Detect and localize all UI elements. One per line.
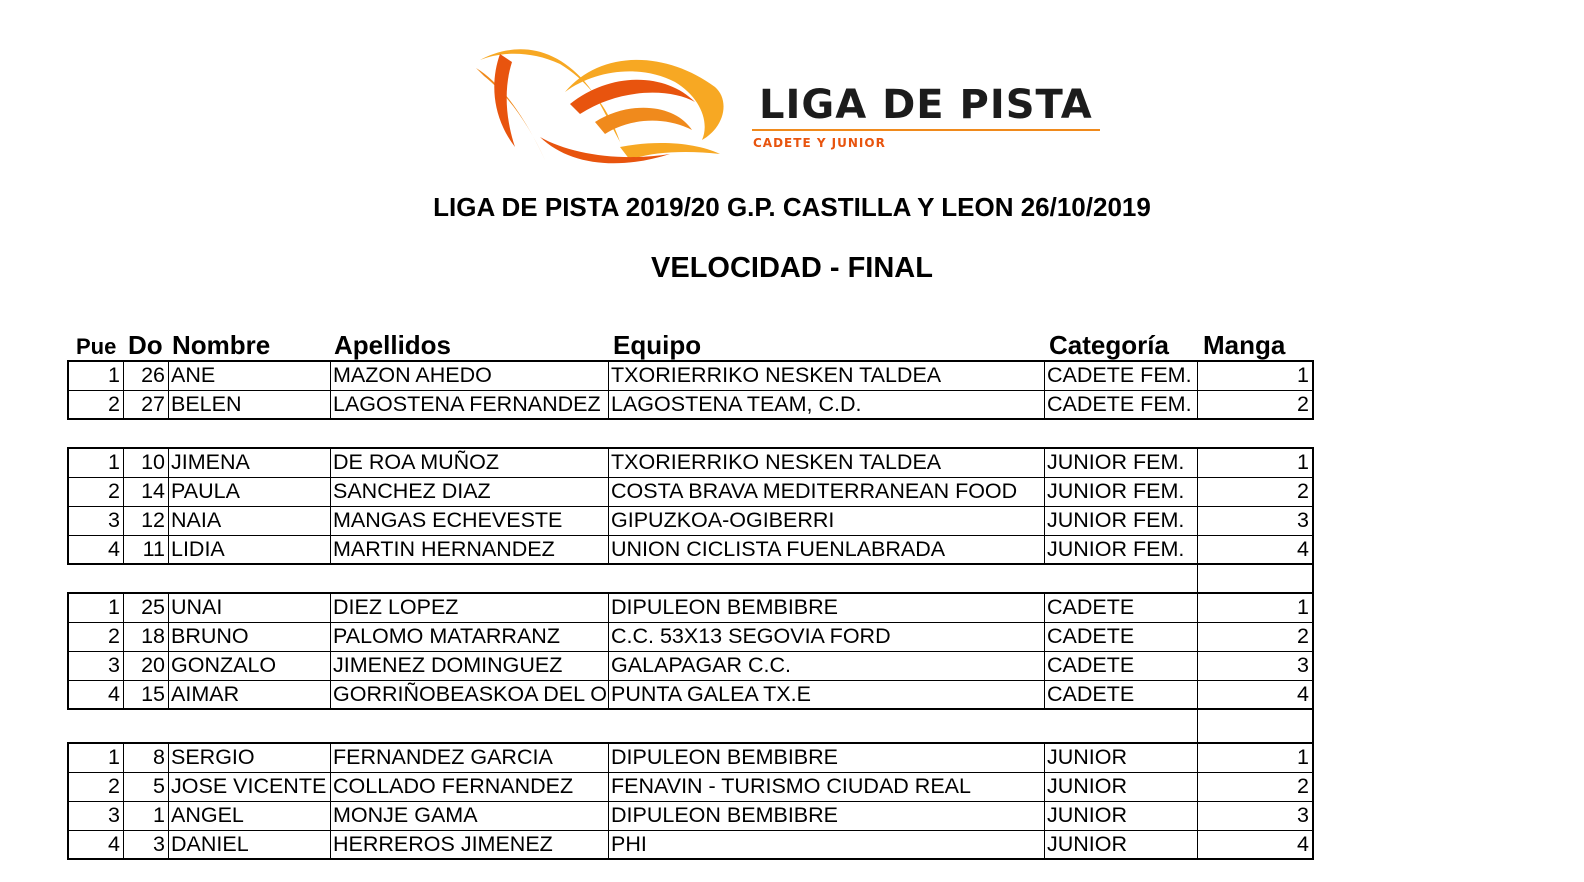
cell-apellidos: MONJE GAMA (330, 801, 608, 830)
cell-dorsal: 26 (123, 361, 168, 390)
cell-equipo: C.C. 53X13 SEGOVIA FORD (608, 622, 1044, 651)
column-header-manga: Manga (1203, 330, 1286, 360)
table-row (68, 622, 1314, 651)
cell-dorsal: 20 (123, 651, 168, 680)
cell-categoria: JUNIOR FEM. (1044, 477, 1197, 506)
cell-position: 3 (68, 801, 123, 830)
column-header-equipo: Equipo (613, 330, 702, 360)
cell-apellidos: PALOMO MATARRANZ (330, 622, 608, 651)
cell-equipo: LAGOSTENA TEAM, C.D. (608, 390, 1044, 419)
cell-categoria: JUNIOR (1044, 801, 1197, 830)
gap-cell (1197, 710, 1314, 742)
page-subtitle: VELOCIDAD - FINAL (651, 252, 933, 284)
cell-manga: 2 (1197, 477, 1314, 506)
cell-categoria: CADETE (1044, 593, 1197, 622)
cell-dorsal: 15 (123, 680, 168, 709)
cell-apellidos: MARTIN HERNANDEZ (330, 535, 608, 564)
cell-dorsal: 11 (123, 535, 168, 564)
table-row (68, 506, 1314, 535)
table-row (68, 448, 1314, 477)
cell-equipo: PHI (608, 830, 1044, 859)
cell-categoria: CADETE (1044, 622, 1197, 651)
cell-categoria: JUNIOR (1044, 743, 1197, 772)
cell-apellidos: JIMENEZ DOMINGUEZ (330, 651, 608, 680)
cell-equipo: PUNTA GALEA TX.E (608, 680, 1044, 709)
logo (470, 42, 1110, 172)
cell-manga: 1 (1197, 448, 1314, 477)
cell-manga: 2 (1197, 390, 1314, 419)
cell-equipo: DIPULEON BEMBIBRE (608, 801, 1044, 830)
cell-categoria: CADETE (1044, 651, 1197, 680)
cell-manga: 2 (1197, 622, 1314, 651)
cell-apellidos: LAGOSTENA FERNANDEZ (330, 390, 608, 419)
cell-apellidos: DIEZ LOPEZ (330, 593, 608, 622)
cell-categoria: JUNIOR FEM. (1044, 448, 1197, 477)
cell-position: 2 (68, 622, 123, 651)
cell-nombre: BELEN (168, 390, 330, 419)
cell-nombre: JIMENA (168, 448, 330, 477)
column-header-apellidos: Apellidos (334, 330, 452, 360)
cell-nombre: DANIEL (168, 830, 330, 859)
cell-nombre: ANGEL (168, 801, 330, 830)
cell-apellidos: DE ROA MUÑOZ (330, 448, 608, 477)
cell-equipo: COSTA BRAVA MEDITERRANEAN FOOD (608, 477, 1044, 506)
cell-equipo: DIPULEON BEMBIBRE (608, 593, 1044, 622)
cell-position: 2 (68, 390, 123, 419)
cell-manga: 3 (1197, 651, 1314, 680)
cell-position: 3 (68, 506, 123, 535)
table-row (68, 772, 1314, 801)
column-header-nombre: Nombre (172, 330, 271, 360)
cell-apellidos: MANGAS ECHEVESTE (330, 506, 608, 535)
cell-apellidos: COLLADO FERNANDEZ (330, 772, 608, 801)
table-row (68, 680, 1314, 709)
table-row (68, 593, 1314, 622)
cell-nombre: JOSE VICENTE (168, 772, 330, 801)
cell-nombre: LIDIA (168, 535, 330, 564)
table-row (68, 361, 1314, 390)
cell-position: 3 (68, 651, 123, 680)
cell-equipo: TXORIERRIKO NESKEN TALDEA (608, 361, 1044, 390)
table-row (68, 390, 1314, 419)
cell-equipo: DIPULEON BEMBIBRE (608, 743, 1044, 772)
cell-categoria: JUNIOR (1044, 830, 1197, 859)
cell-manga: 4 (1197, 830, 1314, 859)
cell-position: 2 (68, 772, 123, 801)
cell-dorsal: 8 (123, 743, 168, 772)
logo-swoosh-icon (470, 42, 750, 172)
cell-categoria: JUNIOR (1044, 772, 1197, 801)
logo-title: LIGA DE PISTA (759, 82, 1093, 128)
column-header-dorsal: Do (128, 330, 163, 360)
cell-nombre: GONZALO (168, 651, 330, 680)
logo-divider (752, 129, 1100, 131)
cell-equipo: GALAPAGAR C.C. (608, 651, 1044, 680)
cell-equipo: TXORIERRIKO NESKEN TALDEA (608, 448, 1044, 477)
cell-apellidos: GORRIÑOBEASKOA DEL O (330, 680, 608, 709)
cell-manga: 1 (1197, 743, 1314, 772)
cell-categoria: JUNIOR FEM. (1044, 535, 1197, 564)
cell-position: 2 (68, 477, 123, 506)
table-row (68, 477, 1314, 506)
cell-dorsal: 25 (123, 593, 168, 622)
cell-nombre: ANE (168, 361, 330, 390)
cell-position: 4 (68, 830, 123, 859)
cell-nombre: SERGIO (168, 743, 330, 772)
cell-apellidos: FERNANDEZ GARCIA (330, 743, 608, 772)
cell-apellidos: MAZON AHEDO (330, 361, 608, 390)
cell-nombre: BRUNO (168, 622, 330, 651)
cell-manga: 3 (1197, 801, 1314, 830)
cell-dorsal: 12 (123, 506, 168, 535)
table-row (68, 535, 1314, 564)
cell-position: 1 (68, 593, 123, 622)
cell-categoria: CADETE (1044, 680, 1197, 709)
cell-dorsal: 5 (123, 772, 168, 801)
cell-manga: 2 (1197, 772, 1314, 801)
column-header-categoria: Categoría (1049, 330, 1169, 360)
cell-position: 1 (68, 448, 123, 477)
cell-manga: 1 (1197, 361, 1314, 390)
cell-position: 4 (68, 680, 123, 709)
cell-equipo: UNION CICLISTA FUENLABRADA (608, 535, 1044, 564)
cell-categoria: CADETE FEM. (1044, 390, 1197, 419)
cell-apellidos: HERREROS JIMENEZ (330, 830, 608, 859)
page-title: LIGA DE PISTA 2019/20 G.P. CASTILLA Y LEON 26/10/2019 (433, 192, 1151, 222)
cell-manga: 4 (1197, 535, 1314, 564)
column-header-pos: Pue (76, 334, 117, 359)
cell-equipo: GIPUZKOA-OGIBERRI (608, 506, 1044, 535)
table-row (68, 801, 1314, 830)
cell-dorsal: 27 (123, 390, 168, 419)
cell-nombre: UNAI (168, 593, 330, 622)
table-row (68, 651, 1314, 680)
cell-manga: 3 (1197, 506, 1314, 535)
cell-apellidos: SANCHEZ DIAZ (330, 477, 608, 506)
cell-position: 1 (68, 743, 123, 772)
cell-dorsal: 3 (123, 830, 168, 859)
gap-cell (1197, 565, 1314, 592)
cell-nombre: NAIA (168, 506, 330, 535)
cell-position: 4 (68, 535, 123, 564)
table-row (68, 743, 1314, 772)
cell-manga: 4 (1197, 680, 1314, 709)
cell-categoria: CADETE FEM. (1044, 361, 1197, 390)
cell-equipo: FENAVIN - TURISMO CIUDAD REAL (608, 772, 1044, 801)
cell-categoria: JUNIOR FEM. (1044, 506, 1197, 535)
cell-dorsal: 14 (123, 477, 168, 506)
cell-dorsal: 18 (123, 622, 168, 651)
cell-nombre: AIMAR (168, 680, 330, 709)
table-row (68, 830, 1314, 859)
cell-position: 1 (68, 361, 123, 390)
cell-dorsal: 1 (123, 801, 168, 830)
logo-subtitle: CADETE Y JUNIOR (753, 136, 886, 150)
cell-manga: 1 (1197, 593, 1314, 622)
cell-nombre: PAULA (168, 477, 330, 506)
cell-dorsal: 10 (123, 448, 168, 477)
